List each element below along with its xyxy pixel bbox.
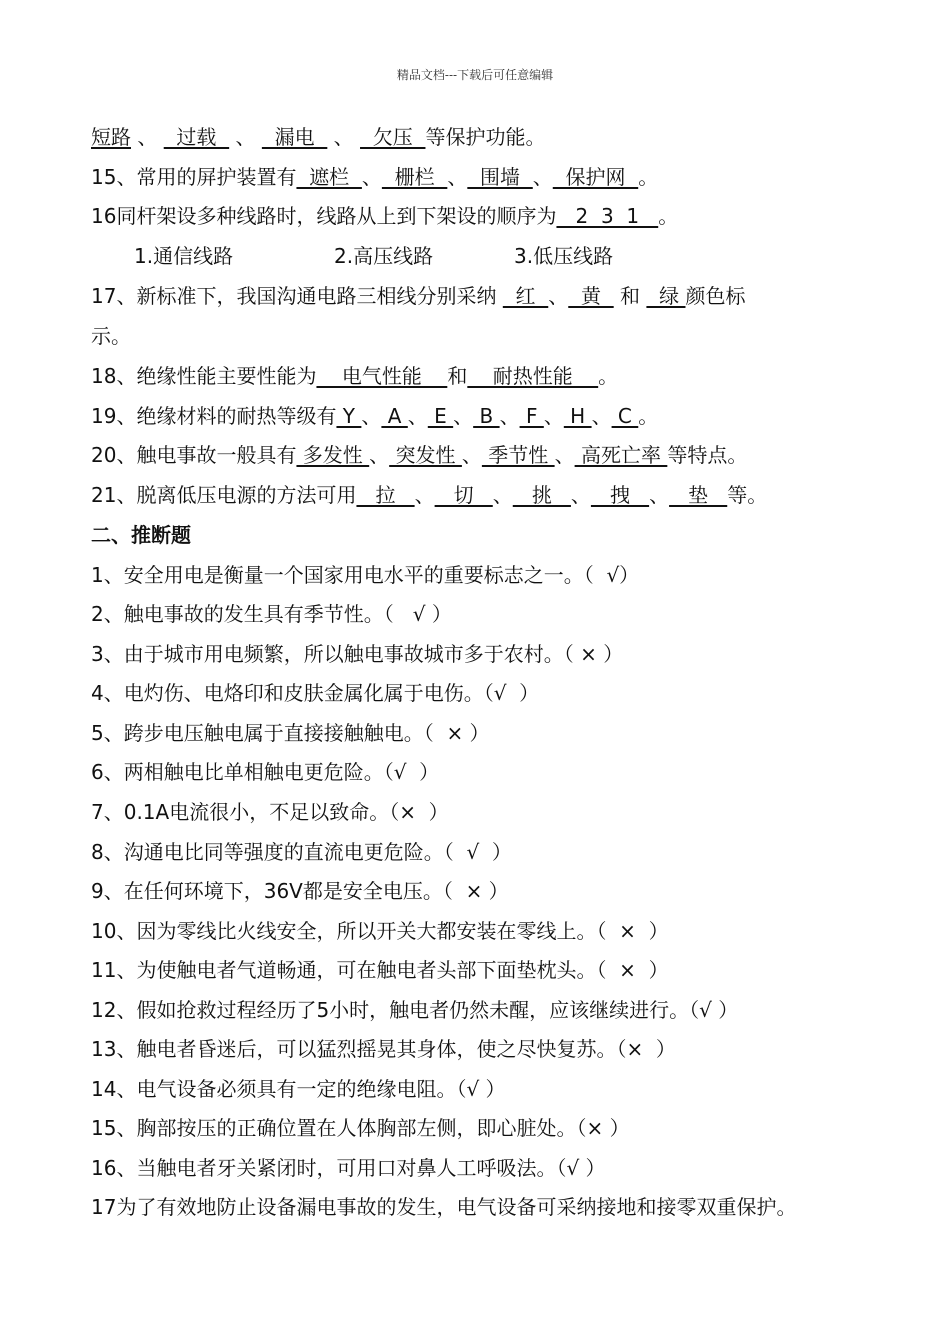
blank-net: 保护网: [552, 165, 639, 189]
blank-electrical: 电气性能: [316, 364, 448, 388]
fill-line-18: 18、绝缘性能主要性能为 电气性能 和 耐热性能 。: [91, 364, 619, 388]
blank-short-circuit: 短路: [91, 125, 131, 149]
blank-red: 红: [502, 284, 549, 308]
blank-heat: 耐热性能: [467, 364, 599, 388]
line-options-2: [334, 242, 433, 270]
judgment-item: 10、因为零线比火线安全，所以开关大都安装在零线上。（ × ）: [91, 919, 669, 943]
blank-overload: 过载: [163, 125, 230, 149]
judgment-item: 7、0.1A电流很小，不足以致命。（× ）: [91, 800, 449, 824]
fill-line-21: 21、脱离低压电源的方法可用 拉 、 切 、 挑 、 拽 、 垫 等。: [91, 483, 768, 507]
judgment-item: 6、两相触电比单相触电更危险。（√ ）: [91, 760, 440, 784]
fill-line-19: 19、绝缘材料的耐热等级有 Y 、 A 、 E 、 B 、 F 、 H 、 C 。: [91, 404, 659, 428]
fill-line-20: 20、触电事故一般具有 多发性 、 突发性 、 季节性 、 高死亡率 等特点。: [91, 443, 748, 467]
fill-line-17: 17、新标准下，我国沟通电路三相线分别采纳 红 、 黄 和 绿 颜色标: [91, 284, 746, 308]
blank-yellow: 黄: [568, 284, 614, 308]
judgment-item: 13、触电者昏迷后，可以猛烈摇晃其身体，使之尽快复苏。（× ）: [91, 1037, 676, 1061]
line-options: [134, 242, 233, 270]
section-title: 二、推断题: [91, 523, 191, 547]
blank-fence: 栅栏: [381, 165, 448, 189]
blank-green: 绿: [646, 284, 686, 308]
judgment-item: 14、电气设备必须具有一定的绝缘电阻。（√ ）: [91, 1077, 506, 1101]
judgment-item: 12、假如抢救过程经历了5小时，触电者仍然未醒，应该继续进行。（√ ）: [91, 998, 739, 1022]
page-header: 精品文档---下载后可任意编辑: [396, 68, 554, 82]
fill-line-16: 16同杆架设多种线路时，线路从上到下架设的顺序为 2 3 1 。: [91, 204, 679, 228]
judgment-item: 2、触电事故的发生具有季节性。（ √ ）: [91, 602, 452, 626]
judgment-item: 9、在任何环境下，36V都是安全电压。（ × ）: [91, 879, 509, 903]
judgment-item: 5、跨步电压触电属于直接接触触电。（ × ）: [91, 721, 490, 745]
blank-leakage: 漏电: [261, 125, 328, 149]
judgment-item: 11、为使触电者气道畅通，可在触电者头部下面垫枕头。（ × ）: [91, 958, 669, 982]
fill-line-15: 15、常用的屏护装置有 遮栏 、 栅栏 、 围墙 、 保护网 。: [91, 165, 659, 189]
blank-barrier: 遮栏: [296, 165, 362, 189]
judgment-item: 1、安全用电是衡量一个国家用电水平的重要标志之一。（ √）: [91, 563, 640, 587]
option-2: 2.高压线路: [334, 244, 434, 268]
judgment-item: 3、由于城市用电频繁，所以触电事故城市多于农村。（ × ）: [91, 642, 624, 666]
blank-wall: 围墙: [467, 165, 533, 189]
judgment-item: 17为了有效地防止设备漏电事故的发生，电气设备可采纳接地和接零双重保护。: [91, 1195, 797, 1219]
judgment-item: 16、当触电者牙关紧闭时，可用口对鼻人工呼吸法。（√ ）: [91, 1156, 606, 1180]
fill-line-14-cont: 短路 、 过载 、 漏电 、 欠压 等保护功能。: [91, 125, 546, 149]
judgment-item: 4、电灼伤、电烙印和皮肤金属化属于电伤。（√ ）: [91, 681, 540, 705]
blank-undervoltage: 欠压: [360, 125, 426, 149]
judgment-item: 15、胸部按压的正确位置在人体胸部左侧，即心脏处。（× ）: [91, 1116, 630, 1140]
blank-order: 2 3 1: [556, 204, 659, 228]
option-3: 3.低压线路: [514, 244, 614, 268]
fill-line-17-cont: 示。: [91, 324, 131, 348]
option-1: 1.通信线路: [134, 244, 234, 268]
line-options-3: [514, 242, 613, 270]
judgment-item: 8、沟通电比同等强度的直流电更危险。（ √ ）: [91, 840, 512, 864]
